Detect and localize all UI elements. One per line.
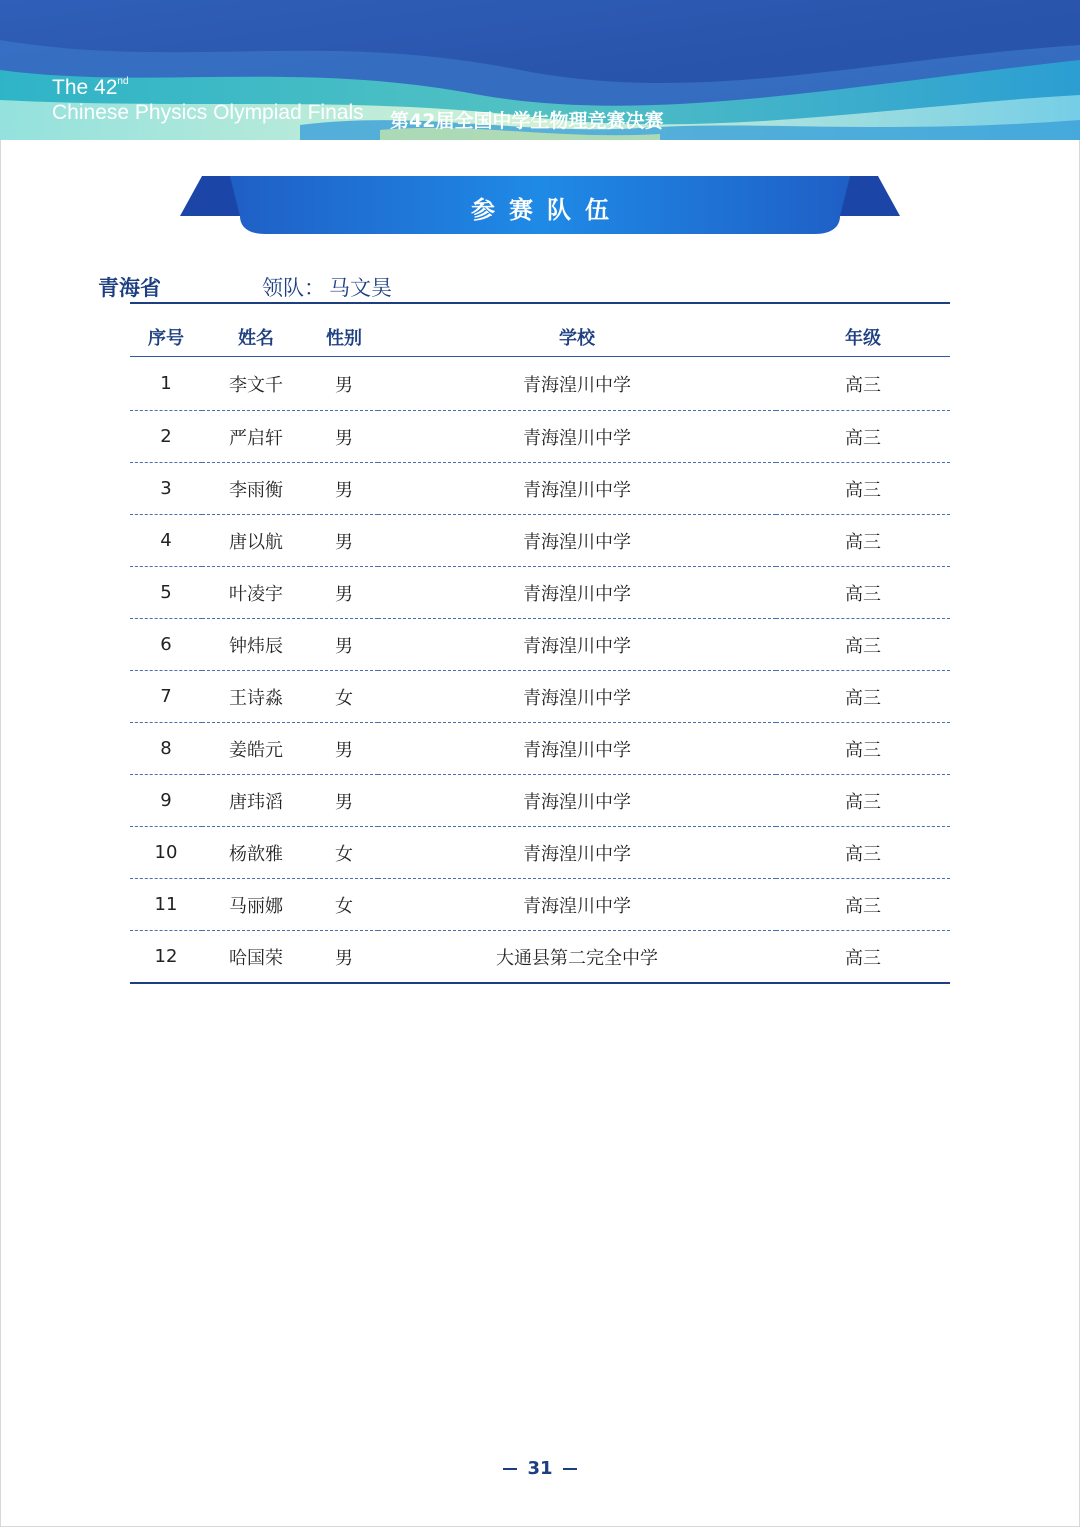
- table-row: [130, 775, 950, 827]
- cell-gender: 男: [310, 619, 378, 671]
- cell-grade: 高三: [776, 723, 950, 775]
- cell-grade: 高三: [776, 775, 950, 827]
- cell-name: 严启轩: [202, 411, 310, 463]
- team-leader: [262, 272, 392, 302]
- page-number: [0, 1458, 1080, 1479]
- cell-name: 李雨衡: [202, 463, 310, 515]
- cell-grade: 高三: [776, 515, 950, 567]
- cell-school: 青海湟川中学: [378, 463, 776, 515]
- header-edition: The 42: [52, 76, 118, 99]
- cell-name: 叶凌宇: [202, 567, 310, 619]
- cell-grade: 高三: [776, 879, 950, 931]
- col-header-school: 学校: [378, 318, 776, 357]
- cell-number: 3: [130, 463, 202, 515]
- cell-gender: 男: [310, 357, 378, 411]
- cell-gender: 男: [310, 931, 378, 984]
- cell-name: 唐玮滔: [202, 775, 310, 827]
- cell-number: 11: [130, 879, 202, 931]
- leader-name: 马文昊: [329, 276, 392, 300]
- header-edition-suffix: nd: [117, 76, 129, 87]
- cell-grade: 高三: [776, 619, 950, 671]
- table-row: [130, 357, 950, 411]
- table-row: [130, 567, 950, 619]
- cell-grade: 高三: [776, 931, 950, 984]
- cell-name: 马丽娜: [202, 879, 310, 931]
- table-header-row: [130, 318, 950, 357]
- cell-name: 杨歆雅: [202, 827, 310, 879]
- cell-gender: 男: [310, 463, 378, 515]
- cell-name: 姜皓元: [202, 723, 310, 775]
- col-header-gender: 性别: [310, 318, 378, 357]
- cell-school: 青海湟川中学: [378, 723, 776, 775]
- cell-gender: 男: [310, 567, 378, 619]
- cell-gender: 男: [310, 411, 378, 463]
- page-number-dash-right: [563, 1468, 577, 1470]
- table-row: [130, 931, 950, 984]
- table-row: [130, 619, 950, 671]
- cell-number: 1: [130, 357, 202, 411]
- cell-gender: 男: [310, 723, 378, 775]
- header-english-name: Chinese Physics Olympiad Finals: [52, 101, 364, 125]
- cell-number: 9: [130, 775, 202, 827]
- cell-grade: 高三: [776, 357, 950, 411]
- cell-school: 青海湟川中学: [378, 619, 776, 671]
- province-name: 青海省: [98, 276, 161, 300]
- cell-name: 钟炜辰: [202, 619, 310, 671]
- cell-grade: 高三: [776, 827, 950, 879]
- cell-school: 青海湟川中学: [378, 411, 776, 463]
- table-row: [130, 411, 950, 463]
- section-banner: [180, 176, 900, 236]
- cell-name: 哈国荣: [202, 931, 310, 984]
- cell-gender: 女: [310, 879, 378, 931]
- cell-gender: 男: [310, 775, 378, 827]
- col-header-name: 姓名: [202, 318, 310, 357]
- roster-table: [130, 318, 950, 984]
- table-row: [130, 463, 950, 515]
- cell-number: 4: [130, 515, 202, 567]
- cell-name: 唐以航: [202, 515, 310, 567]
- cell-number: 2: [130, 411, 202, 463]
- cell-school: 青海湟川中学: [378, 775, 776, 827]
- col-header-number: 序号: [130, 318, 202, 357]
- cell-number: 10: [130, 827, 202, 879]
- table-row: [130, 723, 950, 775]
- cell-number: 5: [130, 567, 202, 619]
- cell-number: 12: [130, 931, 202, 984]
- table-row: [130, 515, 950, 567]
- cell-school: 青海湟川中学: [378, 357, 776, 411]
- cell-grade: 高三: [776, 567, 950, 619]
- cell-number: 8: [130, 723, 202, 775]
- cell-gender: 女: [310, 671, 378, 723]
- cell-name: 王诗淼: [202, 671, 310, 723]
- page-number-dash-left: [503, 1468, 517, 1470]
- section-title: 参赛队伍: [471, 196, 623, 224]
- cell-number: 6: [130, 619, 202, 671]
- cell-school: 青海湟川中学: [378, 567, 776, 619]
- leader-label: 领队：: [262, 276, 325, 300]
- cell-school: 青海湟川中学: [378, 515, 776, 567]
- page-number-text: 31: [527, 1458, 553, 1479]
- cell-name: 李文千: [202, 357, 310, 411]
- col-header-grade: 年级: [776, 318, 950, 357]
- table-row: [130, 879, 950, 931]
- cell-gender: 男: [310, 515, 378, 567]
- page-header: [0, 0, 1080, 140]
- cell-gender: 女: [310, 827, 378, 879]
- cell-school: 青海湟川中学: [378, 879, 776, 931]
- cell-school: 青海湟川中学: [378, 827, 776, 879]
- cell-grade: 高三: [776, 671, 950, 723]
- header-english-title: [52, 76, 364, 125]
- cell-number: 7: [130, 671, 202, 723]
- cell-school: 青海湟川中学: [378, 671, 776, 723]
- table-row: [130, 671, 950, 723]
- cell-school: 大通县第二完全中学: [378, 931, 776, 984]
- header-rule: [130, 302, 950, 304]
- table-row: [130, 827, 950, 879]
- cell-grade: 高三: [776, 463, 950, 515]
- header-chinese-title: 第42届全国中学生物理竞赛决赛: [390, 110, 664, 132]
- cell-grade: 高三: [776, 411, 950, 463]
